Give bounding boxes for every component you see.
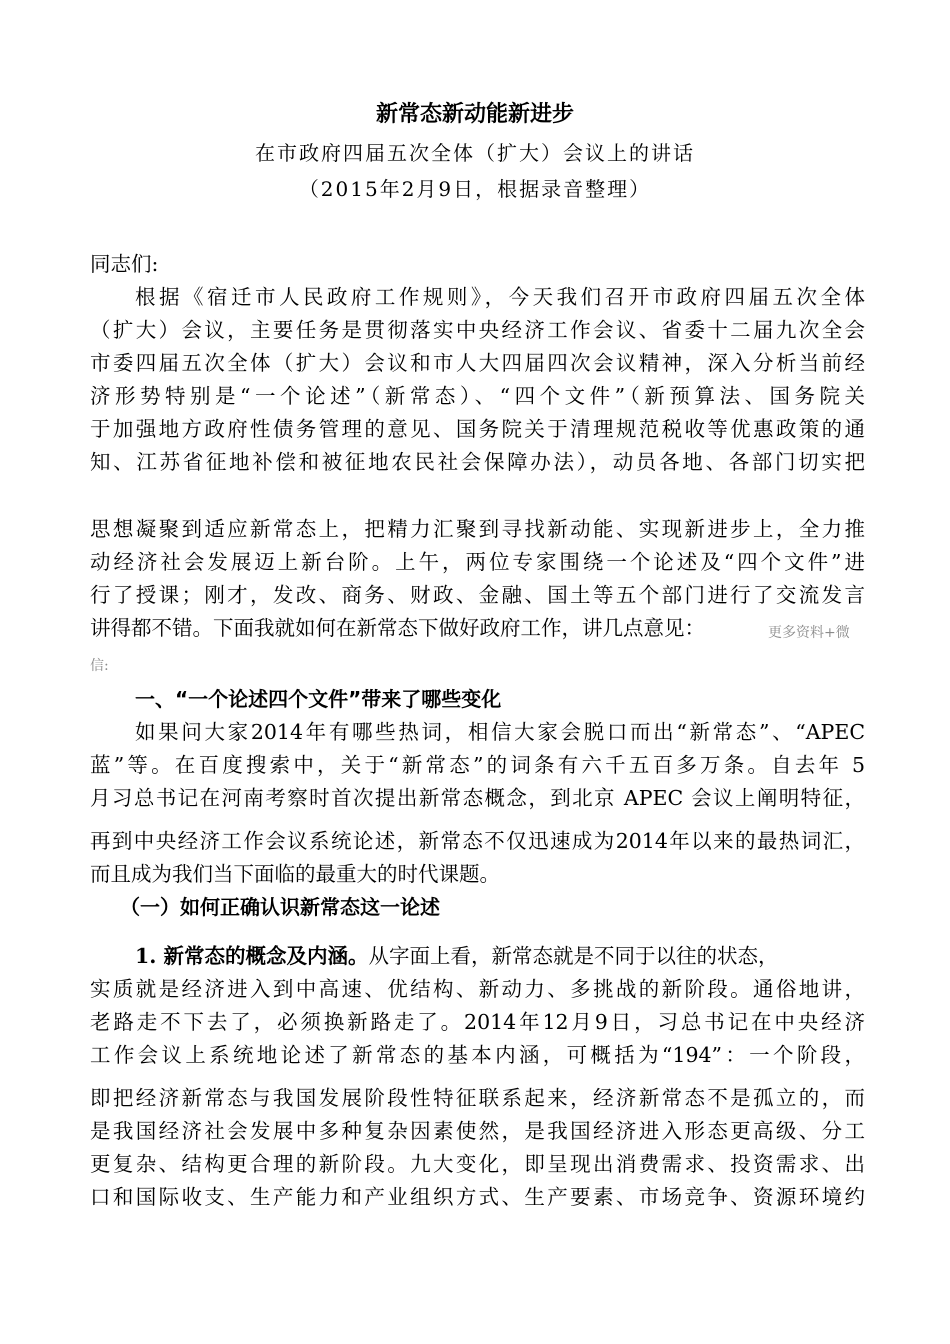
point-1-text: 从字面上看，新常态就是不同于以往的状态， xyxy=(368,944,779,968)
paragraph-line: 市委四届五次全体（扩大）会议和市人大四届四次会议精神，深入分析当前经 xyxy=(90,351,865,375)
paragraph-line: 再到中央经济工作会议系统论述，新常态不仅迅速成为2014年以来的最热词汇， xyxy=(90,829,865,853)
salutation: 同志们: xyxy=(90,252,159,276)
watermark-text: 信: xyxy=(90,658,109,674)
paragraph-line: 根据《宿迁市人民政府工作规则》，今天我们召开市政府四届五次全体 xyxy=(135,285,865,309)
paragraph-line: 更复杂、结构更合理的新阶段。九大变化，即呈现出消费需求、投资需求、出 xyxy=(90,1152,865,1176)
paragraph-line: 讲得都不错。下面我就如何在新常态下做好政府工作，讲几点意见： xyxy=(90,616,705,640)
paragraph-line: 实质就是经济进入到中高速、优结构、新动力、多挑战的新阶段。通俗地讲， xyxy=(90,977,865,1001)
document-dateline: （2015年2月9日，根据录音整理） xyxy=(298,177,652,201)
document-title: 新常态新动能新进步 xyxy=(375,101,574,127)
paragraph-line: 老路走不下去了，必须换新路走了。2014年12月9日，习总书记在中央经济 xyxy=(90,1010,865,1034)
paragraph-line: 动经济社会发展迈上新台阶。上午，两位专家围绕一个论述及“四个文件”进 xyxy=(90,550,865,574)
point-1-lead: 1. 新常态的概念及内涵。 xyxy=(135,944,369,968)
paragraph-line: 月习总书记在河南考察时首次提出新常态概念，到北京 APEC 会议上阐明特征， xyxy=(90,786,865,810)
paragraph-line: 蓝”等。在百度搜索中，关于“新常态”的词条有六千五百多万条。自去年 5 xyxy=(90,753,865,777)
paragraph-line: （扩大）会议，主要任务是贯彻落实中央经济工作会议、省委十二届九次全会 xyxy=(90,318,865,342)
paragraph-line: 于加强地方政府性债务管理的意见、国务院关于清理规范税收等优惠政策的通 xyxy=(90,417,865,441)
document-subtitle: 在市政府四届五次全体（扩大）会议上的讲话 xyxy=(255,141,695,165)
paragraph-line: 思想凝聚到适应新常态上，把精力汇聚到寻找新动能、实现新进步上，全力推 xyxy=(90,517,865,541)
paragraph-line: 济形势特别是“一个论述”（新常态）、“四个文件”（新预算法、国务院关 xyxy=(90,384,865,408)
paragraph-line: 而且成为我们当下面临的最重大的时代课题。 xyxy=(90,862,500,886)
paragraph-line: 工作会议上系统地论述了新常态的基本内涵，可概括为“194”：一个阶段， xyxy=(90,1043,865,1067)
paragraph-line: 口和国际收支、生产能力和产业组织方式、生产要素、市场竞争、资源环境约 xyxy=(90,1185,865,1209)
paragraph-line: 如果问大家2014年有哪些热词，相信大家会脱口而出“新常态”、“APEC xyxy=(135,720,865,744)
watermark-text: 更多资料+微 xyxy=(768,625,850,641)
paragraph-line: 知、江苏省征地补偿和被征地农民社会保障办法），动员各地、各部门切实把 xyxy=(90,450,865,474)
point-1-line xyxy=(135,942,865,970)
section-heading-2: （一）如何正确认识新常态这一论述 xyxy=(120,895,440,919)
paragraph-line: 是我国经济社会发展中多种复杂因素使然，是我国经济进入形态更高级、分工 xyxy=(90,1119,865,1143)
paragraph-line: 即把经济新常态与我国发展阶段性特征联系起来，经济新常态不是孤立的，而 xyxy=(90,1086,865,1110)
section-heading-1: 一、“一个论述四个文件”带来了哪些变化 xyxy=(135,687,502,711)
paragraph-line: 行了授课；刚才，发改、商务、财政、金融、国土等五个部门进行了交流发言 xyxy=(90,583,865,607)
